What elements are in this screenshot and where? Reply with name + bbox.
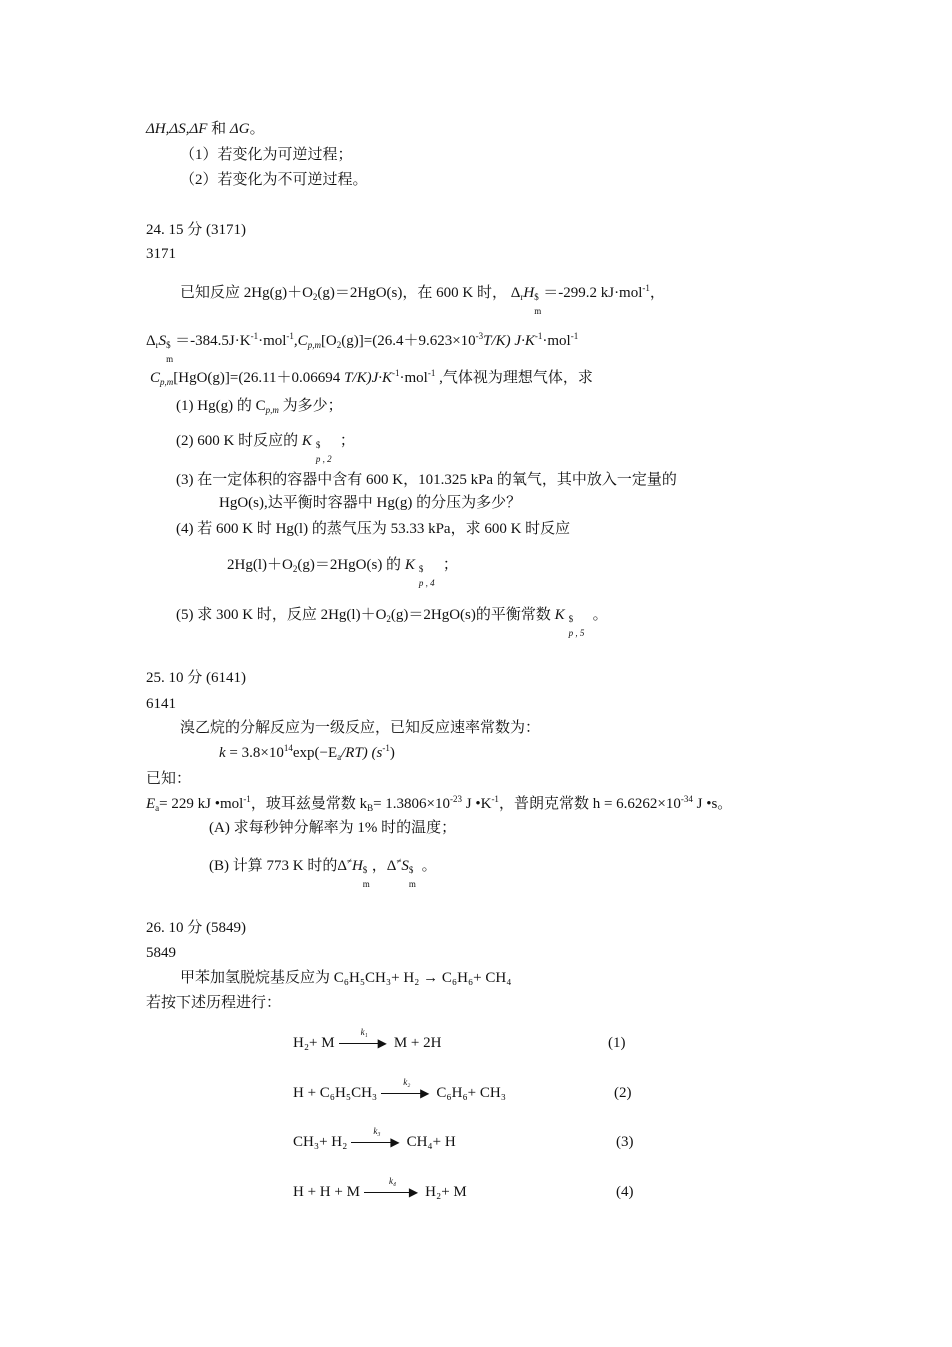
cp: C xyxy=(150,370,161,386)
sub: p,m xyxy=(265,405,279,415)
sup: -1 xyxy=(286,331,294,341)
period: 。 xyxy=(249,121,265,137)
std: $ xyxy=(568,614,574,624)
std: $ xyxy=(362,865,368,875)
products: H₂+ M xyxy=(425,1184,467,1200)
text: 。 xyxy=(592,607,608,623)
text: 2Hg(l)＋O xyxy=(227,557,293,573)
q26-para1: 甲苯加氢脱烷基反应为 C₆H₅CH₃+ H₂ → C₆H₆+ CH₄ xyxy=(180,970,512,986)
text: (5) 求 300 K 时，反应 2Hg(l)＋O xyxy=(176,607,387,623)
reactants: H + H + M xyxy=(293,1184,360,1200)
text: ＝-299.2 kJ·mol xyxy=(543,285,643,301)
q24-sub4: (4) 若 600 K 时 Hg(l) 的蒸气压为 53.33 kPa，求 600 K 时反应 xyxy=(176,521,571,537)
sub: p,m xyxy=(160,377,174,387)
q25-constants xyxy=(146,794,732,814)
text: ) xyxy=(389,745,395,761)
delta: Δ xyxy=(146,333,156,349)
std: $ xyxy=(534,292,539,302)
std: $ xyxy=(166,340,171,350)
text: J •s。 xyxy=(692,796,733,812)
sup: ≠ xyxy=(396,856,402,866)
text: [HgO(g)]=(26.11＋0.06694 xyxy=(173,370,345,386)
text: (g)＝2HgO(s) 的 xyxy=(297,557,405,573)
rate-constant: k₄ xyxy=(388,1175,397,1186)
sub: r xyxy=(520,292,524,302)
text: exp(−E xyxy=(292,745,338,761)
reaction-2-number: (2) xyxy=(614,1085,632,1101)
text: (B) 计算 773 K 时的Δ xyxy=(209,858,347,874)
sub: p , 5 xyxy=(568,628,585,638)
text: = 3.8×10 xyxy=(225,745,284,761)
text: ； xyxy=(339,433,355,449)
reactants: H₂+ M xyxy=(293,1035,335,1051)
q24-sub5 xyxy=(176,605,608,638)
products: CH₄+ H xyxy=(406,1134,456,1150)
reaction-arrow: k₂ ▶ xyxy=(381,1084,432,1104)
sup: -1 xyxy=(491,794,499,804)
sup: -34 xyxy=(680,794,693,804)
text: ， xyxy=(649,285,665,301)
text: T/K) J·K xyxy=(483,333,535,349)
text: (g)＝2HgO(s)，在 600 K 时， xyxy=(317,285,507,301)
text: = 1.3806×10 xyxy=(373,796,451,812)
m: m xyxy=(408,879,416,889)
q24-sub3b: HgO(s),达平衡时容器中 Hg(g) 的分压为多少？ xyxy=(219,495,522,511)
entropy: S xyxy=(158,333,167,349)
entropy: S xyxy=(401,858,409,874)
sup: ≠ xyxy=(346,856,352,866)
enthalpy: H xyxy=(351,858,363,874)
rate-constant: k₁ xyxy=(360,1026,368,1037)
text: ·mol xyxy=(258,333,287,349)
sub: p , 4 xyxy=(418,578,435,588)
reaction-2 xyxy=(293,1076,506,1104)
text: J •K xyxy=(462,796,492,812)
sub: a xyxy=(155,803,160,813)
q26-code: 5849 xyxy=(146,945,176,961)
text: [O xyxy=(320,333,337,349)
q25-header: 25. 10 分 (6141) xyxy=(146,670,246,686)
q24-para2 xyxy=(146,331,579,364)
reaction-4-number: (4) xyxy=(616,1184,634,1200)
text: ； xyxy=(442,557,458,573)
m: m xyxy=(534,306,542,316)
products: M + 2H xyxy=(393,1035,442,1051)
q25-rate-equation xyxy=(219,743,395,763)
reaction-4 xyxy=(293,1175,467,1203)
sup: -3 xyxy=(475,331,484,341)
sub: 2 xyxy=(336,340,342,350)
q24-para1 xyxy=(180,283,665,316)
sup: -1 xyxy=(382,743,390,753)
text: ·mol xyxy=(399,370,428,386)
q24-code: 3171 xyxy=(146,246,176,262)
k-const: K xyxy=(301,433,312,449)
m: m xyxy=(166,354,174,364)
text: = 229 kJ •mol xyxy=(159,796,244,812)
sup: -1 xyxy=(427,368,436,378)
delta: Δ xyxy=(510,285,521,301)
text: 已知反应 2Hg(g)＋O xyxy=(180,285,313,301)
q26-para2: 若按下述历程进行： xyxy=(146,995,282,1011)
text: ，玻耳兹曼常数 k xyxy=(250,796,368,812)
and-text: 和 xyxy=(211,121,227,137)
sup: -23 xyxy=(450,794,463,804)
reaction-arrow: k₄ ▶ xyxy=(364,1183,421,1203)
sup: -1 xyxy=(534,331,543,341)
reaction-3 xyxy=(293,1125,456,1153)
q25-code: 6141 xyxy=(146,696,176,712)
text: 。 xyxy=(417,858,437,874)
text: ，Δ xyxy=(371,858,397,874)
reactants: H + C₆H₅CH₃ xyxy=(293,1085,378,1101)
sup: 14 xyxy=(283,743,293,753)
q25-known: 已知： xyxy=(146,771,192,787)
rate-constant: k₂ xyxy=(403,1076,411,1087)
sup: -1 xyxy=(392,368,400,378)
q26-header: 26. 10 分 (5849) xyxy=(146,920,246,936)
delta-g: ΔG xyxy=(229,121,250,137)
q24-sub3: (3) 在一定体积的容器中含有 600 K，101.325 kPa 的氧气，其中放入一定量的 xyxy=(176,472,677,488)
enthalpy: H xyxy=(523,285,535,301)
k-const: K xyxy=(404,557,415,573)
reactants: CH₃+ H₂ xyxy=(293,1134,348,1150)
sub: 2 xyxy=(292,564,298,574)
q24-header: 24. 15 分 (3171) xyxy=(146,222,246,238)
q25-para1: 溴乙烷的分解反应为一级反应，已知反应速率常数为： xyxy=(180,720,541,736)
reaction-arrow: k₁ ▶ xyxy=(339,1034,390,1054)
sub: 2 xyxy=(312,292,318,302)
text: (g)＝2HgO(s)的平衡常数 xyxy=(390,607,555,623)
q25-part-a: (A) 求每秒钟分解率为 1% 时的温度； xyxy=(209,820,457,836)
reaction-1 xyxy=(293,1026,442,1054)
m: m xyxy=(362,879,370,889)
top-line1 xyxy=(146,119,265,139)
top-item2: （2）若变化为不可逆过程。 xyxy=(180,172,368,188)
text: T/K)J·K xyxy=(344,370,392,386)
text: /RT) (s xyxy=(341,745,383,761)
q24-para3 xyxy=(150,368,593,388)
k-const: K xyxy=(554,607,565,623)
text: (2) 600 K 时反应的 xyxy=(176,433,302,449)
sub: p,m xyxy=(307,340,321,350)
sub: B xyxy=(367,803,374,813)
text: ·mol xyxy=(542,333,571,349)
text: k xyxy=(219,745,226,761)
delta-symbols: ΔH,ΔS,ΔF xyxy=(146,121,208,137)
text: 为多少； xyxy=(278,398,343,414)
rate-constant: k₃ xyxy=(373,1125,381,1136)
reaction-1-number: (1) xyxy=(608,1035,626,1051)
text: (1) Hg(g) 的 C xyxy=(176,398,266,414)
products: C₆H₆+ CH₃ xyxy=(436,1085,506,1101)
q24-sub2 xyxy=(176,431,355,464)
reaction-arrow: k₃ ▶ xyxy=(351,1133,402,1153)
std: $ xyxy=(408,865,414,875)
reaction-3-number: (3) xyxy=(616,1134,634,1150)
q24-sub1 xyxy=(176,396,343,416)
sup: -1 xyxy=(642,283,650,293)
text: E xyxy=(146,796,156,812)
top-item1: （1）若变化为可逆过程； xyxy=(180,147,353,163)
sub: r xyxy=(155,340,159,350)
text: ,气体视为理想气体，求 xyxy=(435,370,593,386)
sub: 2 xyxy=(386,614,391,624)
text: ＝-384.5J·K xyxy=(175,333,251,349)
q25-part-b xyxy=(209,856,437,889)
sup: -1 xyxy=(570,331,579,341)
q24-sub4b xyxy=(227,555,458,588)
sup: -1 xyxy=(243,794,251,804)
std: $ xyxy=(418,564,424,574)
std: $ xyxy=(315,440,321,450)
sup: -1 xyxy=(250,331,259,341)
text: (g)]=(26.4＋9.623×10 xyxy=(341,333,476,349)
text: ,C xyxy=(293,333,308,349)
sub: a xyxy=(337,752,342,762)
text: ，普朗克常数 h = 6.6262×10 xyxy=(498,796,681,812)
sub: p , 2 xyxy=(315,454,332,464)
